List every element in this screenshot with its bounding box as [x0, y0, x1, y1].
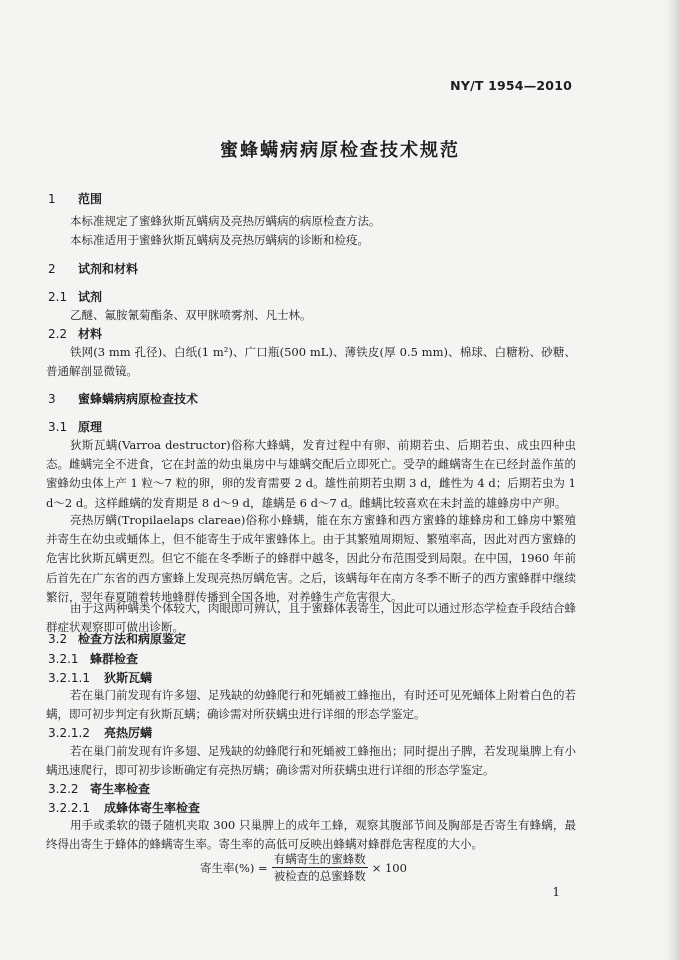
section-title: 蜜蜂螨病病原检查技术	[78, 392, 199, 406]
formula-numerator: 有螨寄生的蜜蜂数	[273, 852, 366, 866]
paragraph: 若在巢门前发现有许多翅、足残缺的幼蜂爬行和死蛹被工蜂拖出；同时提出子脾，若发现巢脾上有小螨迅速爬行，即可初步诊断确定有亮热厉螨；确诊需对所获螨虫进行详细的形态学鉴定。	[46, 744, 576, 778]
section-number: 2.2	[48, 327, 68, 341]
section-heading-2-1	[48, 288, 102, 305]
paragraph: 狄斯瓦螨(Varroa destructor)俗称大蜂螨，发育过程中有卵、前期若虫、后期若虫、成虫四种虫态。雌螨完全不进食，它在封盖的幼虫巢房中与雄螨交配后立即死亡。受孕的雌螨寄生在已经封盖作茧的蜜蜂幼虫体上产 1 粒～7 粒的卵，卵的发育需要 2 d。雄性前期若虫期 3 d，雌性为 4 d；后期若虫为 1 d～2 d。这样雌螨的发育期是 8 d～9 d，雄螨是 6 d～7 d。雌螨比较喜欢在未封盖的雄蜂房中产卵。	[46, 438, 576, 510]
section-heading-3	[48, 390, 198, 407]
section-title: 亮热厉螨	[104, 726, 153, 740]
section-number: 3.2.1	[48, 652, 79, 666]
section-number: 2	[48, 262, 56, 276]
formula-denominator: 被检查的总蜜蜂数	[273, 869, 366, 883]
section-heading-2	[48, 260, 138, 277]
scan-shadow-edge	[666, 0, 680, 960]
section-title: 原理	[78, 420, 103, 434]
formula-rhs: × 100	[371, 860, 407, 875]
page-number: 1	[552, 885, 560, 899]
section-title: 材料	[78, 327, 103, 341]
section-number: 3.2.1.2	[48, 726, 90, 740]
section-title: 狄斯瓦螨	[104, 671, 153, 685]
section-heading-3-2-1-1	[48, 669, 152, 686]
formula-lhs: 寄生率(%) =	[200, 860, 268, 875]
section-heading-3-2-1	[48, 650, 138, 667]
section-title: 检查方法和病原鉴定	[78, 632, 187, 646]
paragraph: 乙醚、氟胺氰菊酯条、双甲脒喷雾剂、凡士林。	[70, 308, 312, 322]
section-heading-3-1	[48, 418, 102, 435]
section-number: 3.1	[48, 420, 68, 434]
section-title: 试剂和材料	[78, 262, 139, 276]
paragraph: 亮热厉螨(Tropilaelaps clareae)俗称小蜂螨，能在东方蜜蜂和西方蜜蜂的雄蜂房和工蜂房中繁殖并寄生在幼虫或蛹体上，但不能寄生于成年蜜蜂体上。由于其繁殖周期短、繁殖率高，因此对西方蜜蜂的危害比狄斯瓦螨更烈。但它不能在冬季断子的蜂群中越冬，因此分布范围受到局限。在中国，1960 年前后首先在广东省的西方蜜蜂上发现亮热厉螨危害。之后，该螨每年在南方冬季不断子的西方蜜蜂群中继续繁衍，翌年春夏随着转地蜂群传播到全国各地，对养蜂生产危害很大。	[46, 513, 576, 604]
section-heading-3-2-2-1	[48, 799, 200, 816]
section-heading-3-2-1-2	[48, 724, 152, 741]
section-number: 2.1	[48, 290, 68, 304]
section-number: 3.2.2	[48, 782, 79, 796]
section-number: 3.2	[48, 632, 68, 646]
section-title: 蜂群检查	[90, 652, 139, 666]
standard-code: NY/T 1954—2010	[450, 78, 572, 93]
paragraph: 本标准规定了蜜蜂狄斯瓦螨病及亮热厉螨病的病原检查方法。	[70, 214, 381, 228]
paragraph: 若在巢门前发现有许多翅、足残缺的幼蜂爬行和死蛹被工蜂拖出，有时还可见死蛹体上附着白色的若螨，即可初步判定有狄斯瓦螨；确诊需对所获螨虫进行详细的形态学鉴定。	[46, 688, 576, 722]
section-heading-3-2-2	[48, 780, 150, 797]
section-title: 范围	[78, 192, 103, 206]
section-title: 寄生率检查	[90, 782, 151, 796]
section-title: 试剂	[78, 290, 103, 304]
section-title: 成蜂体寄生率检查	[104, 801, 201, 815]
paragraph: 本标准适用于蜜蜂狄斯瓦螨病及亮热厉螨病的诊断和检疫。	[70, 233, 369, 247]
section-heading-1	[48, 190, 102, 207]
section-number: 1	[48, 192, 56, 206]
formula-fraction	[272, 852, 368, 883]
section-number: 3.2.2.1	[48, 801, 90, 815]
section-heading-3-2	[48, 630, 186, 647]
paragraph: 用手或柔软的镊子随机夹取 300 只巢脾上的成年工蜂，观察其腹部节间及胸部是否寄生有蜂螨，最终得出寄生于蜂体的蜂螨寄生率。寄生率的高低可反映出蜂螨对蜂群危害程度的大小。	[46, 818, 576, 852]
section-heading-2-2	[48, 325, 102, 342]
section-number: 3.2.1.1	[48, 671, 90, 685]
paragraph: 由于这两种螨类个体较大，肉眼即可辨认，且于蜜蜂体表寄生，因此可以通过形态学检查手段结合蜂群症状观察即可做出诊断。	[46, 601, 576, 635]
parasitism-rate-formula	[200, 852, 407, 883]
document-title: 蜜蜂螨病病原检查技术规范	[220, 140, 460, 161]
section-number: 3	[48, 392, 56, 406]
paragraph: 铁网(3 mm 孔径)、白纸(1 m²)、广口瓶(500 mL)、薄铁皮(厚 0.5 mm)、棉球、白糖粉、砂糖、普通解剖显微镜。	[46, 345, 576, 379]
